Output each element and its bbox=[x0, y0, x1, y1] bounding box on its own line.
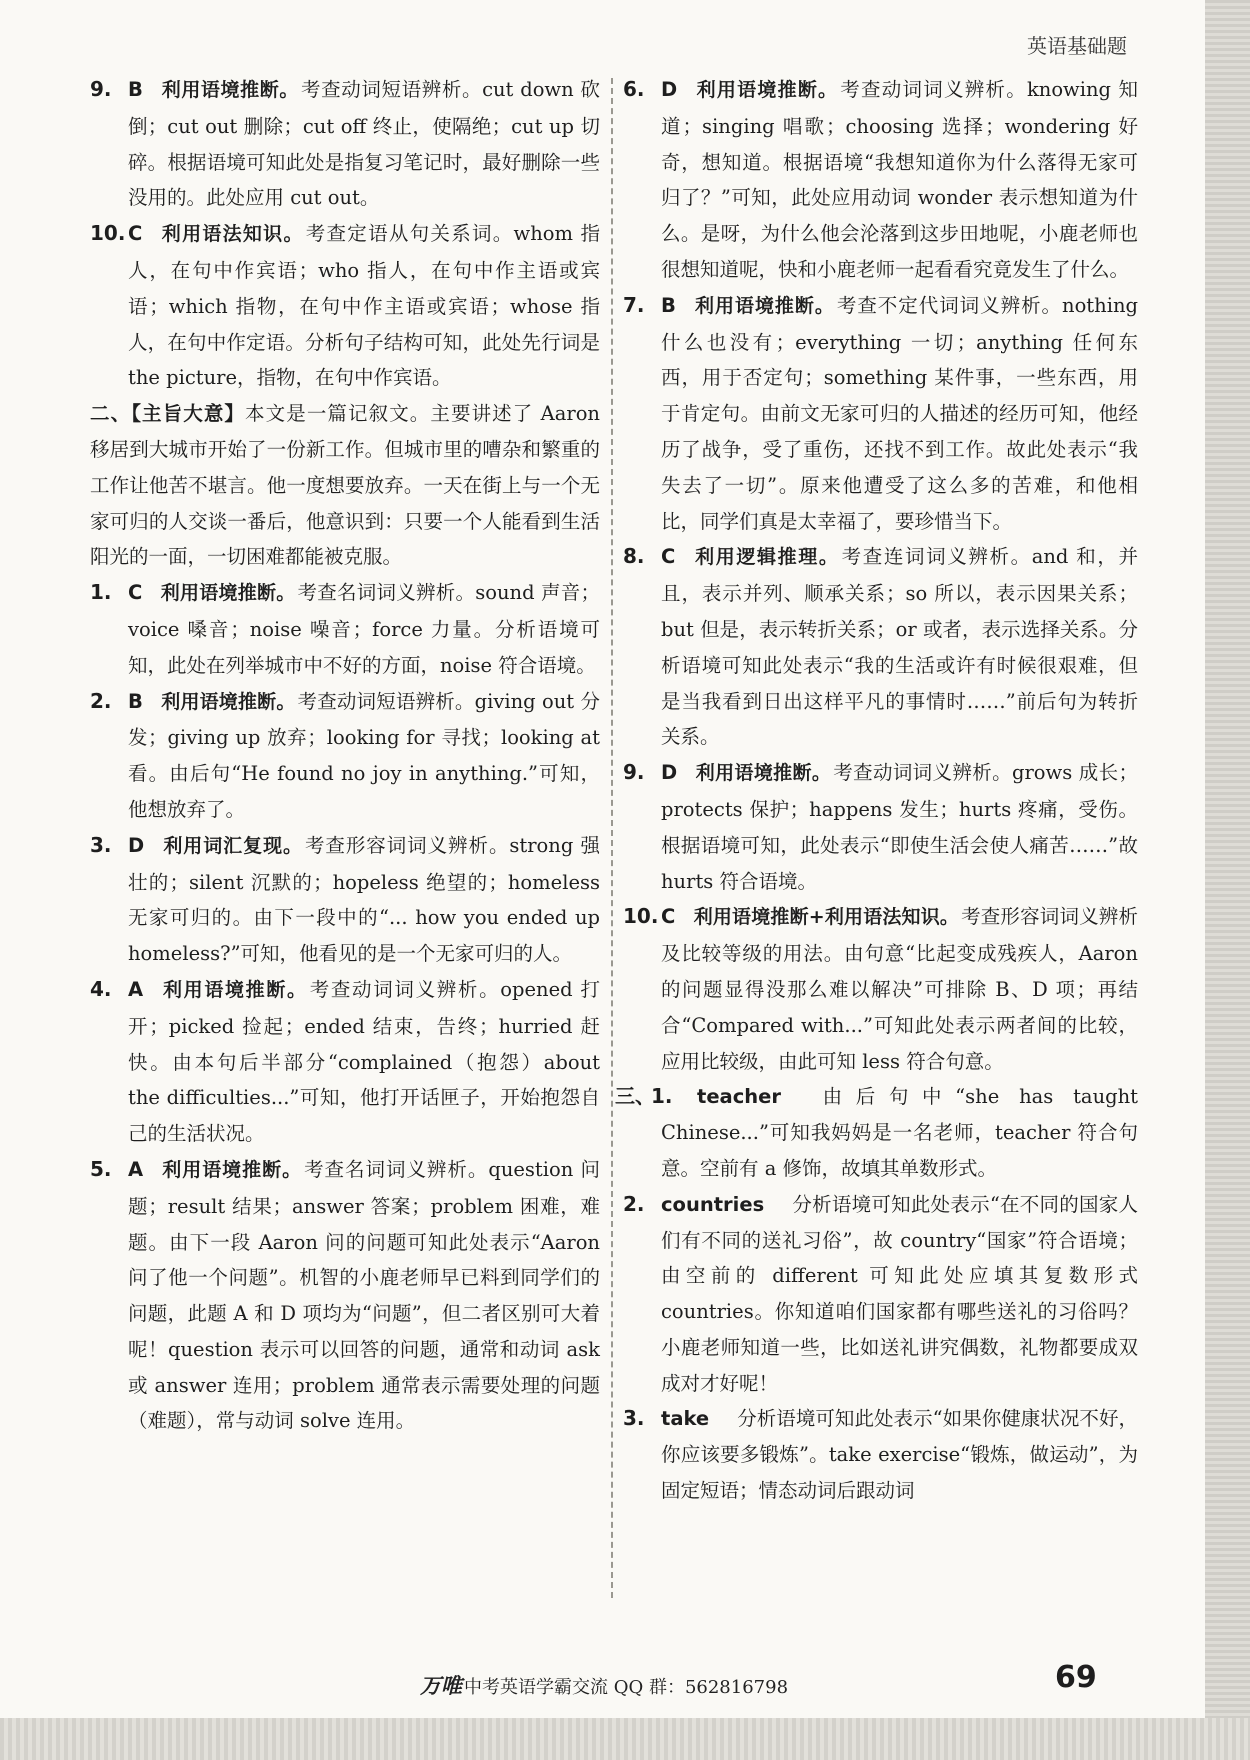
item-method: 利用语境推断。 bbox=[162, 978, 308, 1001]
item-explanation: 考查名词词义辨析。question 问题；result 结果；answer 答案；problem 困难，难题。由下一段 Aaron 问的问题可知此处表示“Aaron 问了他一个问题”。机智的小鹿老师早已料到同学们的问题，此题 A 和 D 项均为“问题”，但二者区别可大着呢！question 表示可以回答的问题，通常和动词 ask 或 answer 连用；problem 通常表示需要处理的问题（难题），常与动词 solve 连用。 bbox=[128, 1157, 600, 1433]
answer-item bbox=[623, 539, 1138, 755]
answer-item bbox=[90, 1152, 600, 1439]
item-answer: take bbox=[661, 1407, 710, 1431]
item-number: 10. bbox=[90, 221, 126, 246]
item-explanation: 考查动词短语辨析。cut down 砍倒；cut out 删除；cut off 终止，使隔绝；cut up 切碎。根据语境可知此处是指复习笔记时，最好删除一些没用的。此处应用 cut out。 bbox=[128, 78, 601, 210]
item-number: 2. bbox=[623, 1191, 645, 1216]
item-method: 利用语法知识。 bbox=[161, 223, 304, 246]
item-number: 1. bbox=[90, 580, 112, 605]
item-answer: D bbox=[128, 833, 145, 857]
item-answer: B bbox=[128, 689, 143, 713]
item-explanation: 考查形容词词义辨析。strong 强壮的；silent 沉默的；hopeless 绝望的；homeless 无家可归的。由下一段中的“... how you ended up homeless?”可知，他看见的是一个无家可归的人。 bbox=[128, 833, 600, 966]
column-divider bbox=[611, 78, 613, 1598]
item-number: 9. bbox=[90, 77, 112, 101]
section-two-text: 本文是一篇记叙文。主要讲述了 Aaron 移居到大城市开始了一份新工作。但城市里的嘈杂和繁重的工作让他苦不堪言。他一度想要放弃。一天在街上与一个无家可归的人交谈一番后，他意识到：只要一个人能看到生活阳光的一面，一切困难都能被克服。 bbox=[90, 402, 600, 569]
item-explanation: 分析语境可知此处表示“在不同的国家人们有不同的送礼习俗”，故 country“国家”符合语境；由空前的 different 可知此处应填其复数形式 countries。你知道咱们国家都有哪些送礼的习俗吗？小鹿老师知道一些，比如送礼讲究偶数，礼物都要成双成对才好呢！ bbox=[661, 1192, 1138, 1395]
answer-item bbox=[623, 72, 1138, 288]
item-explanation: 分析语境可知此处表示“如果你健康状况不好，你应该要多锻炼”。take exercise“锻炼，做运动”，为固定短语；情态动词后跟动词 bbox=[661, 1407, 1138, 1503]
item-method: 利用语境推断。 bbox=[161, 690, 296, 713]
item-number: 9. bbox=[623, 760, 645, 785]
running-head: 英语基础题 bbox=[1027, 34, 1127, 58]
right-column bbox=[615, 72, 1139, 1509]
item-method: 利用语境推断。 bbox=[160, 582, 296, 605]
item-explanation: 考查动词词义辨析。grows 成长；protects 保护；happens 发生；hurts 疼痛，受伤。根据语境可知，此处表示“即使生活会使人痛苦……”故 hurts 符合语境。 bbox=[661, 761, 1138, 893]
section-two-summary bbox=[90, 396, 600, 575]
fill-answer-item bbox=[615, 1079, 1138, 1186]
item-answer: A bbox=[128, 1157, 144, 1181]
left-column bbox=[90, 72, 600, 1439]
answer-item bbox=[90, 72, 600, 216]
item-answer: A bbox=[128, 977, 144, 1001]
section-three-label: 三、 bbox=[615, 1084, 655, 1109]
item-number: 2. bbox=[90, 688, 112, 713]
item-explanation: 考查动词词义辨析。knowing 知道；singing 唱歌；choosing 选择；wondering 好奇，想知道。根据语境“我想知道你为什么落得无家可归了？”可知，此处应用动词 wonder 表示想知道为什么。是呀，为什么他会沦落到这步田地呢，小鹿老师也很想知道呢，快和小鹿老师一起看看究竟发生了什么。 bbox=[661, 78, 1138, 281]
brand-logo: 万唯 bbox=[420, 1674, 462, 1698]
page-number: 69 bbox=[1055, 1660, 1097, 1695]
item-explanation: 考查动词短语辨析。giving out 分发；giving up 放弃；looking for 寻找；looking at 看。由后句“He found no joy in anything.”可知，他想放弃了。 bbox=[128, 689, 601, 821]
item-explanation: 考查不定代词词义辨析。nothing 什么也没有；everything 一切；anything 任何东西，用于否定句；something 某件事，一些东西，用于肯定句。由前文无家可归的人描述的经历可知，他经历了战争，受了重伤，还找不到工作。故此处表示“我失去了一切”。原来他遭受了这么多的苦难，和他相比，同学们真是太幸福了，要珍惜当下。 bbox=[661, 293, 1138, 533]
answer-item bbox=[623, 899, 1138, 1079]
item-method: 利用词汇复现。 bbox=[163, 834, 303, 857]
fill-answer-item bbox=[623, 1187, 1138, 1402]
item-answer: B bbox=[661, 293, 676, 317]
item-answer: teacher bbox=[697, 1085, 781, 1109]
item-number: 3. bbox=[623, 1406, 645, 1431]
item-method: 利用语境推断+利用语法知识。 bbox=[693, 906, 960, 929]
footer-line bbox=[420, 1670, 788, 1700]
item-number: 8. bbox=[623, 544, 645, 569]
item-number: 10. bbox=[623, 904, 659, 929]
fill-answer-item bbox=[623, 1401, 1138, 1508]
answer-item bbox=[90, 684, 600, 828]
item-number: 7. bbox=[623, 292, 645, 317]
scan-edge-bottom bbox=[0, 1718, 1250, 1760]
item-method: 利用语境推断。 bbox=[162, 1158, 303, 1181]
answer-item bbox=[90, 575, 600, 683]
item-explanation: 由后句中“she has taught Chinese...”可知我妈妈是一名老师，teacher 符合句意。空前有 a 修饰，故填其单数形式。 bbox=[661, 1085, 1138, 1180]
item-answer: C bbox=[661, 905, 676, 929]
item-explanation: 考查动词词义辨析。opened 打开；picked 捡起；ended 结束，告终；hurried 赶快。由本句后半部分“complained（抱怨）about the difficulties...”可知，他打开话匣子，开始抱怨自己的生活状况。 bbox=[128, 977, 600, 1146]
item-answer: C bbox=[128, 222, 143, 246]
item-number: 4. bbox=[90, 976, 112, 1001]
item-explanation: 考查形容词词义辨析及比较等级的用法。由句意“比起变成残疾人，Aaron 的问题显得没那么难以解决”可排除 B、D 项；再结合“Compared with...”可知此处表示两者间的比较，应用比较级，由此可知 less 符合句意。 bbox=[661, 905, 1138, 1073]
answer-item bbox=[90, 828, 600, 972]
answer-item bbox=[623, 755, 1138, 899]
item-method: 利用语境推断。 bbox=[161, 79, 300, 101]
item-answer: B bbox=[128, 78, 143, 101]
footer-text: 中考英语学霸交流 QQ 群：562816798 bbox=[464, 1677, 789, 1698]
item-explanation: 考查连词词义辨析。and 和，并且，表示并列、顺承关系；so 所以，表示因果关系；but 但是，表示转折关系；or 或者，表示选择关系。分析语境可知此处表示“我的生活或许有时候很艰难，但是当我看到日出这样平凡的事情时……”前后句为转折关系。 bbox=[661, 545, 1139, 749]
item-answer: C bbox=[128, 581, 143, 605]
item-answer: D bbox=[661, 78, 678, 101]
item-explanation: 考查定语从句关系词。whom 指人，在句中作宾语；who 指人，在句中作主语或宾语；which 指物，在句中作主语或宾语；whose 指人，在句中作定语。分析句子结构可知，此处先行词是 the picture，指物，在句中作宾语。 bbox=[128, 222, 600, 390]
section-two-label: 二、【主旨大意】 bbox=[90, 402, 246, 426]
item-answer: C bbox=[661, 545, 676, 569]
item-number: 3. bbox=[90, 832, 112, 857]
item-number: 5. bbox=[90, 1156, 112, 1181]
item-answer: D bbox=[661, 761, 678, 785]
item-method: 利用语境推断。 bbox=[696, 79, 839, 101]
answer-item bbox=[90, 972, 600, 1152]
scan-edge-right bbox=[1205, 0, 1250, 1760]
item-number: 6. bbox=[623, 77, 645, 101]
item-number: 1. bbox=[651, 1084, 673, 1109]
item-method: 利用逻辑推理。 bbox=[695, 546, 840, 569]
item-method: 利用语境推断。 bbox=[695, 762, 832, 785]
item-explanation: 考查名词词义辨析。sound 声音；voice 嗓音；noise 噪音；force 力量。分析语境可知，此处在列举城市中不好的方面，noise 符合语境。 bbox=[128, 581, 600, 677]
item-method: 利用语境推断。 bbox=[695, 294, 835, 317]
item-answer: countries bbox=[661, 1192, 765, 1216]
answer-item bbox=[623, 288, 1138, 540]
answer-item bbox=[90, 216, 600, 396]
